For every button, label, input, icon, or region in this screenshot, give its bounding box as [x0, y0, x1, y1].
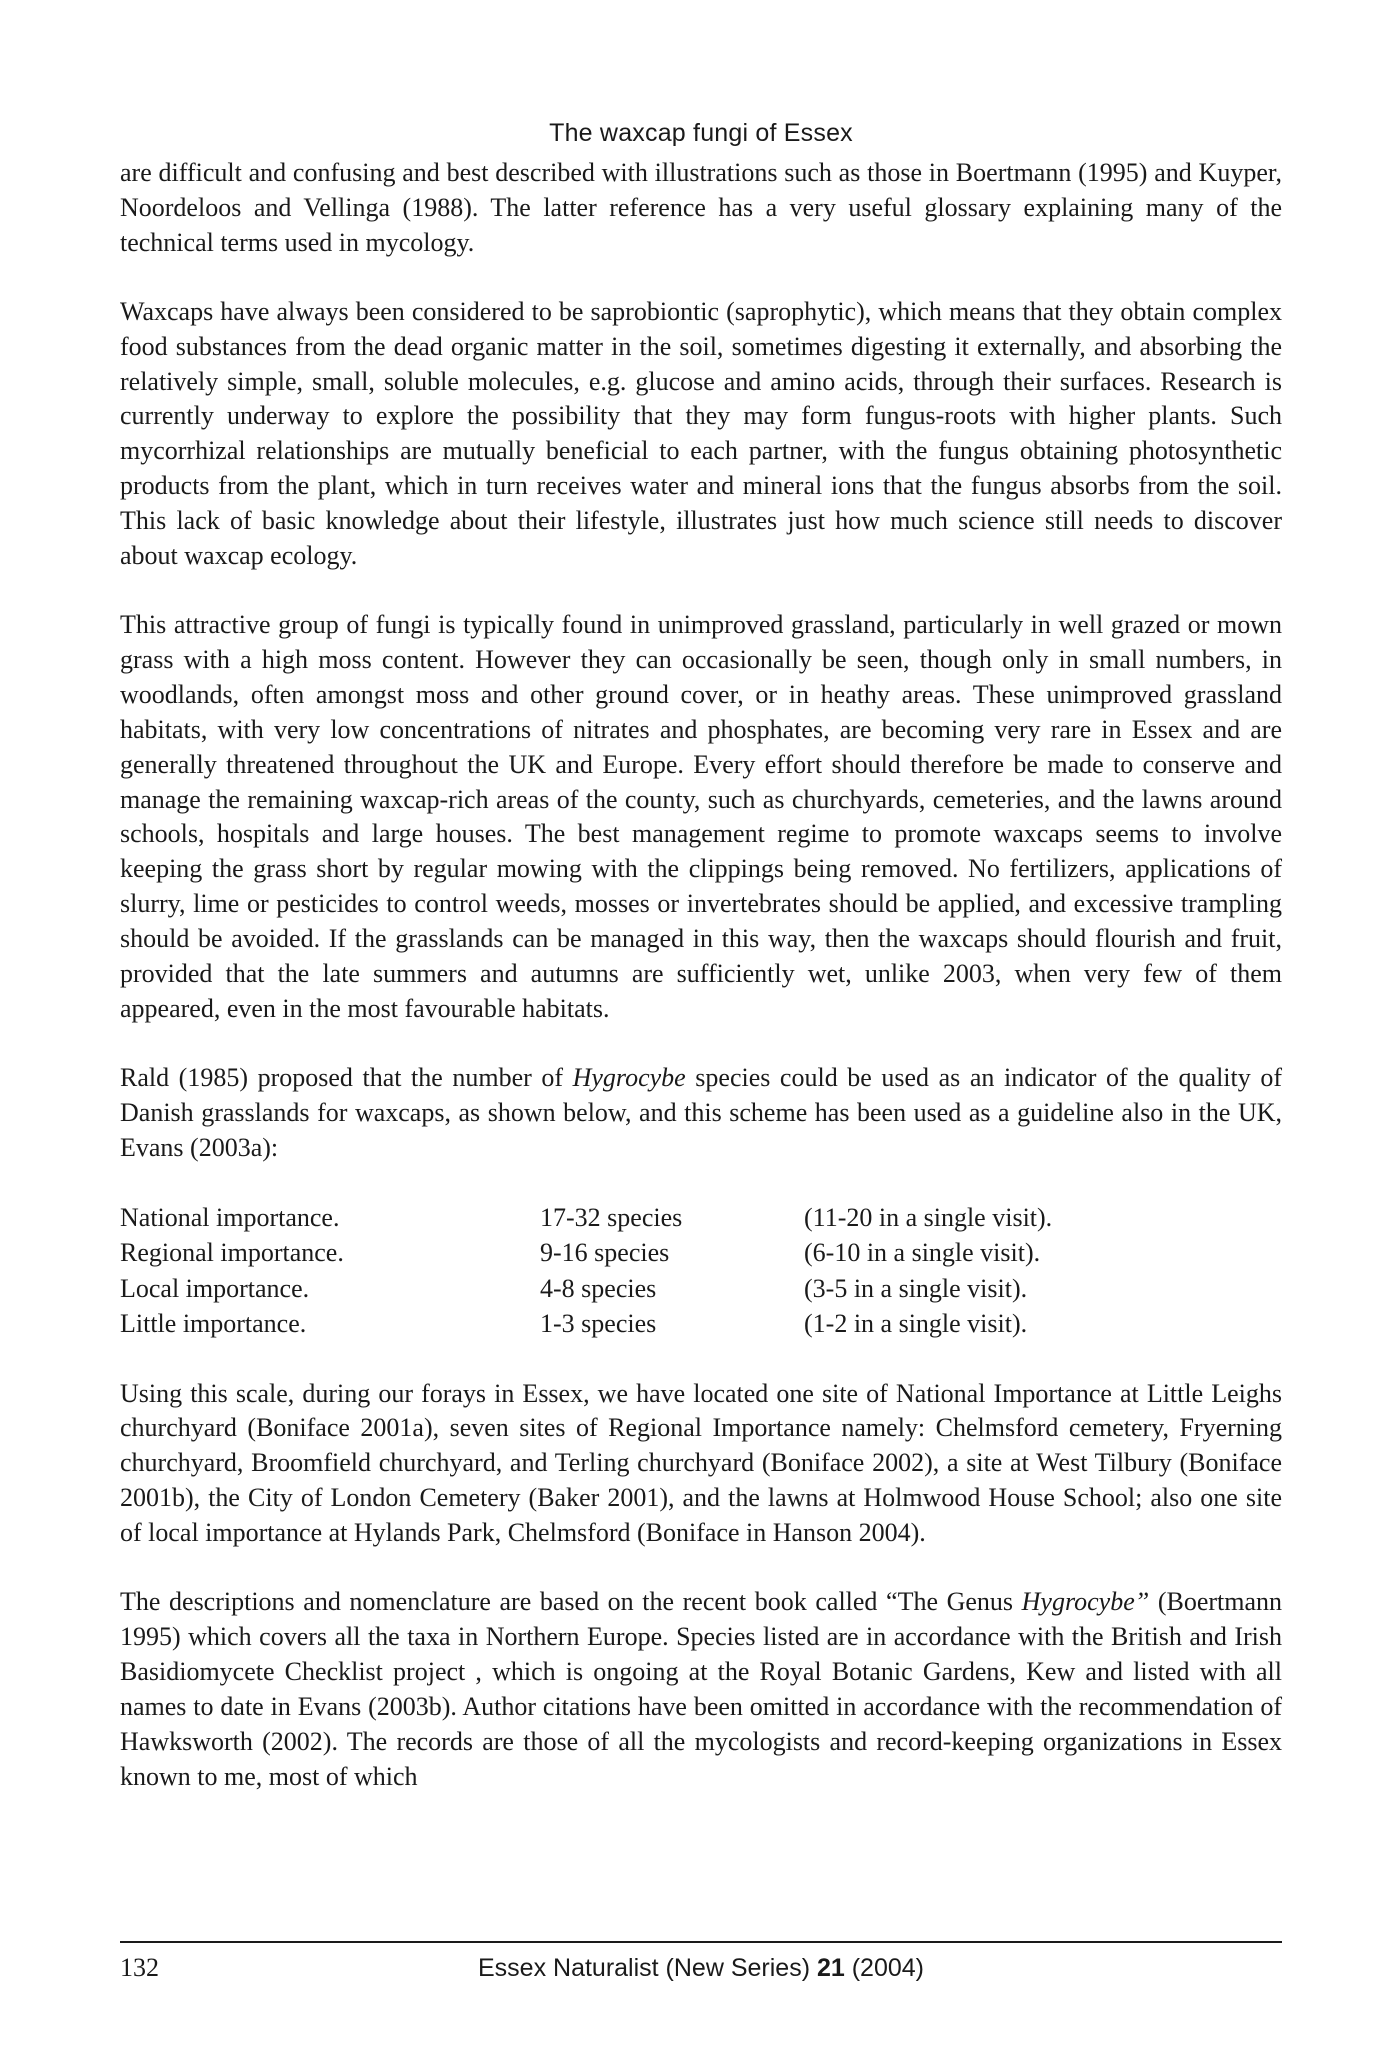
importance-scale-table	[120, 1200, 1282, 1342]
scale-row-local	[120, 1271, 1282, 1307]
scale-row-regional	[120, 1235, 1282, 1271]
paragraph-rald-scheme	[120, 1061, 1282, 1166]
paragraph-habitat: This attractive group of fungi is typically found in unimproved grassland, particularly in well grazed or mown grass with a high moss content. However they can occasionally be seen, though only in small numbers, in woodlands, often amongst moss and other ground cover, or in heathy areas. These unimproved grassland habitats, with very low concentrations of nitrates and phosphates, are becoming very rare in Essex and are generally threatened throughout the UK and Europe. Every effort should therefore be made to conserve and manage the remaining waxcap-rich areas of the county, such as churchyards, cemeteries, and the lawns around schools, hospitals and large houses. The best management regime to promote waxcaps seems to involve keeping the grass short by regular mowing with the clippings being removed. No fertilizers, applications of slurry, lime or pesticides to control weeds, mosses or invertebrates should be applied, and excessive trampling should be avoided. If the grasslands can be managed in this way, then the waxcaps should flourish and fruit, provided that the late summers and autumns are sufficiently wet, unlike 2003, when very few of them appeared, even in the most favourable habitats.	[120, 609, 1282, 1023]
paragraph-text: Rald (1985) proposed that the number of	[120, 1062, 573, 1092]
paragraph-text: species could be used as an indicator of the quality of Danish grasslands for waxcaps, as shown below, and this scheme has been used as a guideline also in the UK, Evans (2003a):	[120, 1062, 1282, 1162]
importance-level: Little importance.	[120, 1309, 307, 1339]
paragraph-text: The descriptions and nomenclature are based on the recent book called “The Genus	[120, 1587, 1022, 1617]
journal-name: Essex Naturalist (New Series)	[477, 1954, 817, 1982]
scale-row-little	[120, 1306, 1282, 1342]
paragraph-text: (Boertmann 1995) which covers all the taxa in Northern Europe. Species listed are in accordance with the British and Irish Basidiomycete Checklist project , which is ongoing at the Royal Botanic Gardens, Kew and listed with all names to date in Evans (2003b). Author citations have been omitted in accordance with the recommendation of Hawksworth (2002). The records are those of all the mycologists and record-keeping organizations in Essex known to me, most of which	[120, 1587, 1283, 1791]
species-range: 17-32 species	[540, 1202, 683, 1232]
single-visit-range: (3-5 in a single visit).	[804, 1273, 1028, 1303]
species-range: 9-16 species	[540, 1238, 670, 1268]
page-body	[120, 118, 1282, 1829]
page-footer	[120, 1950, 1282, 1990]
genus-name-italic: Hygrocybe	[572, 1062, 686, 1092]
importance-level: National importance.	[120, 1202, 340, 1232]
page-number: 132	[120, 1953, 159, 1982]
paragraph-nomenclature	[120, 1585, 1282, 1794]
single-visit-range: (11-20 in a single visit).	[804, 1202, 1053, 1232]
journal-year: (2004)	[844, 1954, 924, 1982]
book-title-italic: Hygrocybe”	[1021, 1587, 1150, 1617]
species-range: 4-8 species	[540, 1273, 657, 1303]
single-visit-range: (1-2 in a single visit).	[804, 1309, 1028, 1339]
importance-level: Local importance.	[120, 1273, 310, 1303]
single-visit-range: (6-10 in a single visit).	[804, 1238, 1041, 1268]
importance-level: Regional importance.	[120, 1238, 344, 1268]
footer-divider	[120, 1941, 1282, 1943]
paragraph-saprobiontic: Waxcaps have always been considered to be saprobiontic (saprophytic), which means that they obtain complex food substances from the dead organic matter in the soil, sometimes digesting it externally, and absorbing the relatively simple, small, soluble molecules, e.g. glucose and amino acids, through their surfaces. Research is currently underway to explore the possibility that they may form fungus-roots with higher plants. Such mycorrhizal relationships are mutually beneficial to each partner, with the fungus obtaining photosynthetic products from the plant, which in turn receives water and mineral ions that the fungus absorbs from the soil. This lack of basic knowledge about their lifestyle, illustrates just how much science still needs to discover about waxcap ecology.	[120, 296, 1282, 571]
paragraph-essex-sites: Using this scale, during our forays in Essex, we have located one site of National Importance at Little Leighs churchyard (Boniface 2001a), seven sites of Regional Importance namely: Chelmsford cemetery, Fryerning churchyard, Broomfield churchyard, and Terling churchyard (Boniface 2002), a site at West Tilbury (Boniface 2001b), the City of London Cemetery (Baker 2001), and the lawns at Holmwood House School; also one site of local importance at Hylands Park, Chelmsford (Boniface in Hanson 2004).	[120, 1378, 1282, 1548]
running-title: The waxcap fungi of Essex	[549, 119, 853, 147]
journal-citation	[120, 1950, 1282, 1986]
journal-volume: 21	[816, 1954, 845, 1982]
scale-row-national	[120, 1200, 1282, 1236]
paragraph-glossary: are difficult and confusing and best described with illustrations such as those in Boertmann (1995) and Kuyper, Noordeloos and Vellinga (1988). The latter reference has a very useful glossary explaining many of the technical terms used in mycology.	[120, 158, 1282, 257]
species-range: 1-3 species	[540, 1309, 657, 1339]
